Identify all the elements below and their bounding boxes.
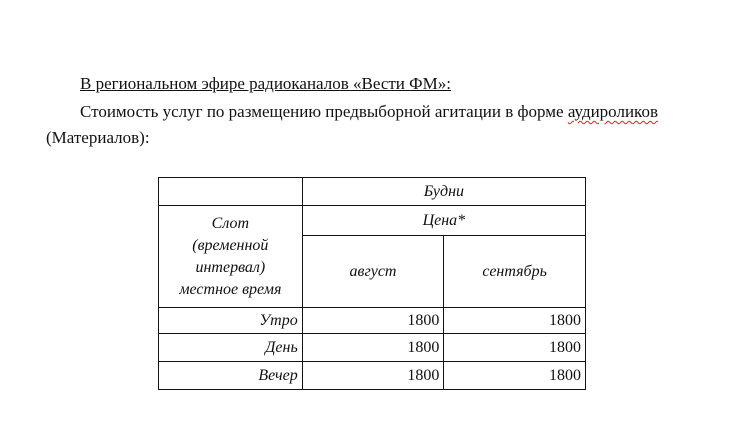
slot-evening: Вечер <box>159 362 303 390</box>
price-cell: 1800 <box>302 308 444 334</box>
table-corner-cell <box>159 178 303 206</box>
weekdays-header: Будни <box>302 178 585 206</box>
slot-header-line: интервал) <box>195 258 266 276</box>
spellcheck-flagged-word[interactable]: аудироликов <box>567 102 658 121</box>
paragraph-text: Стоимость услуг по размещению предвыборной агитации в форме <box>80 102 568 121</box>
price-table <box>158 177 586 390</box>
table-row <box>159 334 586 362</box>
price-cell: 1800 <box>444 362 586 390</box>
slot-header-line: Слот <box>211 214 250 232</box>
price-cell: 1800 <box>444 308 586 334</box>
price-cell: 1800 <box>444 334 586 362</box>
paragraph-line-1 <box>80 102 658 122</box>
price-cell: 1800 <box>302 334 444 362</box>
price-header: Цена* <box>302 206 585 236</box>
paragraph-line-2: (Материалов): <box>46 128 150 147</box>
slot-morning: Утро <box>159 308 303 334</box>
document-heading: В региональном эфире радиоканалов «Вести ФМ»: <box>80 74 451 93</box>
price-cell: 1800 <box>302 362 444 390</box>
month-header-august: август <box>302 236 444 308</box>
slot-day: День <box>159 334 303 362</box>
slot-header-line: (временной <box>192 236 269 254</box>
month-header-september: сентябрь <box>444 236 586 308</box>
table-row <box>159 308 586 334</box>
table-row <box>159 362 586 390</box>
slot-header <box>159 206 303 308</box>
slot-header-line: местное время <box>179 280 282 298</box>
